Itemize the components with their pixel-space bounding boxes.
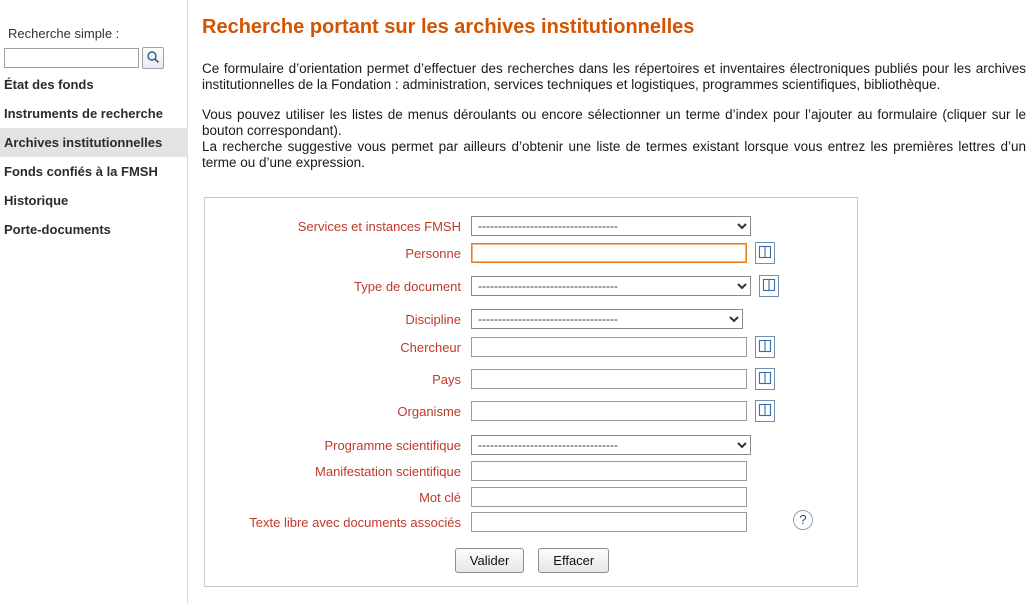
sidebar-item-label: Porte-documents bbox=[4, 222, 111, 237]
input-personne[interactable] bbox=[471, 243, 747, 263]
intro-paragraph-1: Ce formulaire d’orientation permet d’effectuer des recherches dans les répertoires et inventaires électroniques publiés pour les archives institutionnelles de la Fondation : administration, services techniques et logistiques, programmes scientifiques, bibliothèque. bbox=[202, 61, 1026, 92]
simple-search-label: Recherche simple : bbox=[8, 26, 120, 41]
sidebar-item-etat-des-fonds[interactable] bbox=[0, 70, 188, 99]
sidebar-item-label: Archives institutionnelles bbox=[4, 135, 163, 150]
form-row-chercheur bbox=[205, 336, 775, 358]
sidebar-item-label: Historique bbox=[4, 193, 69, 208]
form-row-pays bbox=[205, 368, 775, 390]
simple-search-row bbox=[4, 47, 164, 69]
sidebar-item-archives-institutionnelles[interactable] bbox=[0, 128, 188, 157]
sidebar bbox=[0, 0, 188, 604]
page-title: Recherche portant sur les archives institutionnelles bbox=[202, 16, 695, 38]
form-row-organisme bbox=[205, 400, 775, 422]
sidebar-item-instruments-de-recherche[interactable] bbox=[0, 99, 188, 128]
intro-text bbox=[202, 61, 1026, 171]
sidebar-item-porte-documents[interactable] bbox=[0, 215, 188, 244]
index-button-pays[interactable] bbox=[755, 368, 775, 390]
label-discipline: Discipline bbox=[405, 311, 461, 327]
search-input[interactable] bbox=[4, 48, 139, 68]
input-chercheur[interactable] bbox=[471, 337, 747, 357]
sidebar-nav bbox=[0, 70, 188, 244]
book-index-icon bbox=[758, 403, 772, 420]
index-button-chercheur[interactable] bbox=[755, 336, 775, 358]
select-programme-scientifique[interactable] bbox=[471, 435, 751, 455]
sidebar-item-fonds-confies-fmsh[interactable] bbox=[0, 157, 188, 186]
reset-button[interactable]: Effacer bbox=[538, 548, 609, 573]
intro-paragraph-3: La recherche suggestive vous permet par ailleurs d’obtenir une liste de termes existant lorsque vous entrez les premières lettres d’un terme ou d’une expression. bbox=[202, 139, 1026, 170]
input-mot-cle[interactable] bbox=[471, 487, 747, 507]
input-pays[interactable] bbox=[471, 369, 747, 389]
select-type-de-document[interactable] bbox=[471, 276, 751, 296]
label-organisme: Organisme bbox=[397, 403, 461, 419]
select-services-instances-fmsh[interactable] bbox=[471, 216, 751, 236]
book-index-icon bbox=[758, 339, 772, 356]
label-chercheur: Chercheur bbox=[400, 339, 461, 355]
form-row-personne bbox=[205, 242, 775, 264]
label-manifestation-scientifique: Manifestation scientifique bbox=[315, 463, 461, 479]
search-icon bbox=[146, 50, 160, 67]
form-actions bbox=[205, 548, 859, 573]
book-index-icon bbox=[758, 371, 772, 388]
select-discipline[interactable] bbox=[471, 309, 743, 329]
label-programme-scientifique: Programme scientifique bbox=[324, 437, 461, 453]
book-index-icon bbox=[762, 278, 776, 295]
label-pays: Pays bbox=[432, 371, 461, 387]
search-button[interactable] bbox=[142, 47, 164, 69]
input-texte-libre[interactable] bbox=[471, 512, 747, 532]
index-button-type-de-document[interactable] bbox=[759, 275, 779, 297]
label-services-instances-fmsh: Services et instances FMSH bbox=[297, 218, 461, 234]
label-mot-cle: Mot clé bbox=[419, 489, 461, 505]
form-row-manifestation-scientifique bbox=[205, 460, 747, 482]
help-button[interactable]: ? bbox=[793, 510, 813, 530]
label-personne: Personne bbox=[405, 245, 461, 261]
intro-paragraph-2: Vous pouvez utiliser les listes de menus déroulants ou encore sélectionner un terme d’index pour l’ajouter au formulaire (cliquer sur le bouton correspondant). bbox=[202, 107, 1026, 138]
label-type-de-document: Type de document bbox=[354, 278, 461, 294]
input-manifestation-scientifique[interactable] bbox=[471, 461, 747, 481]
sidebar-item-label: État des fonds bbox=[4, 77, 94, 92]
form-row-mot-cle bbox=[205, 486, 747, 508]
form-row-type-de-document bbox=[205, 275, 779, 297]
sidebar-item-label: Instruments de recherche bbox=[4, 106, 163, 121]
index-button-organisme[interactable] bbox=[755, 400, 775, 422]
sidebar-item-label: Fonds confiés à la FMSH bbox=[4, 164, 158, 179]
form-row-programme-scientifique bbox=[205, 434, 751, 456]
search-form-panel bbox=[204, 197, 858, 587]
form-row-discipline bbox=[205, 308, 743, 330]
form-row-services-instances-fmsh bbox=[205, 215, 751, 237]
paragraph-spacer bbox=[202, 93, 1026, 107]
index-button-personne[interactable] bbox=[755, 242, 775, 264]
submit-button[interactable]: Valider bbox=[455, 548, 525, 573]
input-organisme[interactable] bbox=[471, 401, 747, 421]
form-row-texte-libre bbox=[205, 511, 747, 533]
label-texte-libre: Texte libre avec documents associés bbox=[249, 514, 461, 530]
sidebar-item-historique[interactable] bbox=[0, 186, 188, 215]
book-index-icon bbox=[758, 245, 772, 262]
